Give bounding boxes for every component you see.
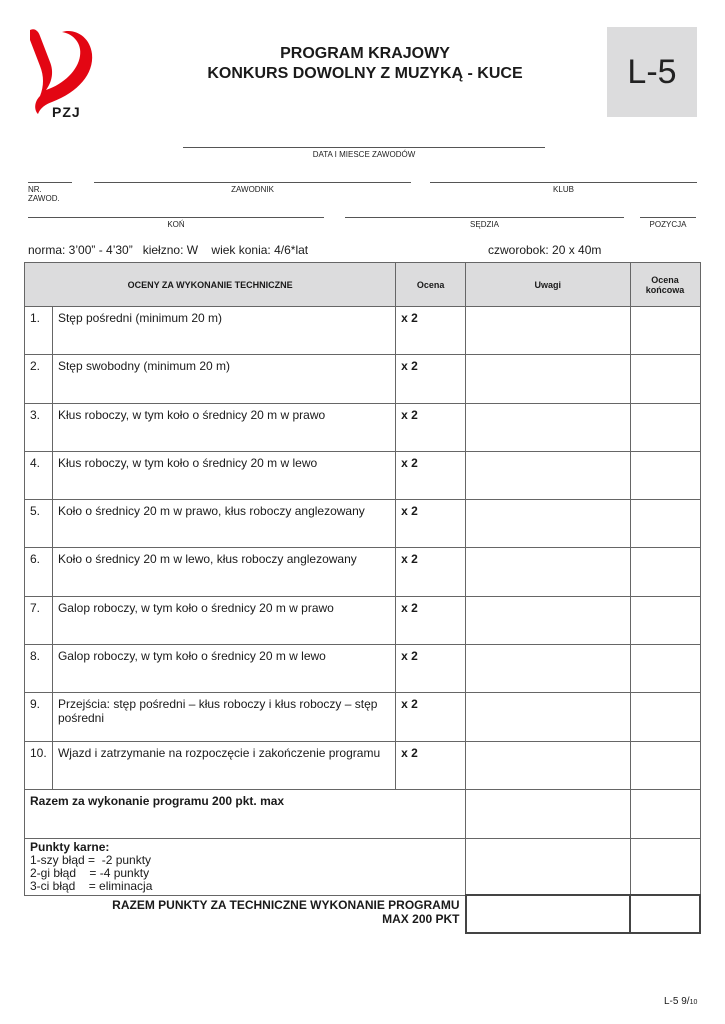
row-coefficient: x 2 bbox=[396, 451, 466, 499]
total-row bbox=[25, 895, 701, 933]
penalty-line-2: 2-gi błąd = -4 punkty bbox=[30, 865, 150, 880]
row-number: 10. bbox=[25, 741, 53, 789]
total-notes-cell[interactable] bbox=[466, 895, 631, 933]
row-number: 3. bbox=[25, 403, 53, 451]
row-coefficient: x 2 bbox=[396, 548, 466, 596]
page-number-main: L-5 9/ bbox=[664, 996, 690, 1007]
row-number: 1. bbox=[25, 307, 53, 355]
row-final-score-cell[interactable] bbox=[630, 355, 700, 403]
row-number: 6. bbox=[25, 548, 53, 596]
page-title bbox=[150, 44, 580, 84]
row-number: 9. bbox=[25, 693, 53, 741]
total-score-cell[interactable] bbox=[630, 895, 700, 933]
field-nr-zawod[interactable]: NR. ZAWOD. bbox=[28, 182, 72, 203]
row-notes-cell[interactable] bbox=[466, 451, 631, 499]
row-coefficient: x 2 bbox=[396, 500, 466, 548]
field-kon[interactable]: KOŃ bbox=[28, 217, 324, 229]
row-notes-cell[interactable] bbox=[466, 548, 631, 596]
header-ocena-koncowa-line2: końcowa bbox=[645, 284, 685, 295]
row-description: Kłus roboczy, w tym koło o średnicy 20 m w prawo bbox=[52, 403, 395, 451]
row-notes-cell[interactable] bbox=[466, 500, 631, 548]
table-row bbox=[25, 596, 701, 644]
norma-info: norma: 3’00” - 4’30” kiełzno: W wiek konia: 4/6*lat bbox=[28, 243, 309, 257]
header-ocena: Ocena bbox=[396, 263, 466, 307]
row-notes-cell[interactable] bbox=[466, 596, 631, 644]
penalty-title: Punkty karne: bbox=[30, 839, 110, 854]
header-uwagi: Uwagi bbox=[466, 263, 631, 307]
logo-text: PZJ bbox=[52, 104, 81, 120]
score-table bbox=[24, 262, 701, 934]
row-description: Stęp pośredni (minimum 20 m) bbox=[52, 307, 395, 355]
czworobok-info: czworobok: 20 x 40m bbox=[488, 243, 602, 257]
row-coefficient: x 2 bbox=[396, 693, 466, 741]
row-coefficient: x 2 bbox=[396, 355, 466, 403]
row-number: 5. bbox=[25, 500, 53, 548]
sum-score-cell[interactable] bbox=[630, 789, 700, 838]
field-pozycja[interactable]: POZYCJA bbox=[640, 217, 696, 229]
row-final-score-cell[interactable] bbox=[630, 307, 700, 355]
table-row bbox=[25, 693, 701, 741]
page-number bbox=[664, 996, 697, 1007]
field-sedzia[interactable]: SĘDZIA bbox=[345, 217, 624, 229]
total-label-line-2: MAX 200 PKT bbox=[382, 911, 460, 926]
row-description: Przejścia: stęp pośredni – kłus roboczy i kłus roboczy – stęp pośredni bbox=[52, 693, 395, 741]
row-final-score-cell[interactable] bbox=[630, 645, 700, 693]
row-coefficient: x 2 bbox=[396, 645, 466, 693]
row-description: Galop roboczy, w tym koło o średnicy 20 m w lewo bbox=[52, 645, 395, 693]
row-description: Stęp swobodny (minimum 20 m) bbox=[52, 355, 395, 403]
row-notes-cell[interactable] bbox=[466, 355, 631, 403]
row-final-score-cell[interactable] bbox=[630, 548, 700, 596]
header-ocena-koncowa bbox=[630, 263, 700, 307]
sum-row bbox=[25, 789, 701, 838]
row-coefficient: x 2 bbox=[396, 741, 466, 789]
total-label bbox=[25, 895, 466, 933]
title-line-2: KONKURS DOWOLNY Z MUZYKĄ - KUCE bbox=[207, 65, 523, 82]
page-number-total: 10 bbox=[689, 999, 698, 1006]
row-notes-cell[interactable] bbox=[466, 693, 631, 741]
row-coefficient: x 2 bbox=[396, 307, 466, 355]
field-zawodnik[interactable]: ZAWODNIK bbox=[94, 182, 411, 194]
row-description: Koło o średnicy 20 m w prawo, kłus roboczy anglezowany bbox=[52, 500, 395, 548]
sum-label: Razem za wykonanie programu 200 pkt. max bbox=[25, 789, 466, 838]
row-number: 4. bbox=[25, 451, 53, 499]
title-line-1: PROGRAM KRAJOWY bbox=[280, 45, 450, 62]
penalty-line-3: 3-ci błąd = eliminacja bbox=[30, 878, 153, 893]
table-row bbox=[25, 403, 701, 451]
table-row bbox=[25, 645, 701, 693]
penalty-row bbox=[25, 838, 701, 895]
row-description: Galop roboczy, w tym koło o średnicy 20 m w prawo bbox=[52, 596, 395, 644]
row-final-score-cell[interactable] bbox=[630, 741, 700, 789]
penalty-line-1: 1-szy błąd = -2 punkty bbox=[30, 852, 152, 867]
row-notes-cell[interactable] bbox=[466, 645, 631, 693]
penalty-notes-cell[interactable] bbox=[466, 838, 631, 895]
header-ocena-koncowa-line1: Ocena bbox=[651, 274, 679, 285]
row-coefficient: x 2 bbox=[396, 403, 466, 451]
field-data-miejsce[interactable]: DATA I MIESCE ZAWODÓW bbox=[183, 147, 545, 159]
total-label-line-1: RAZEM PUNKTY ZA TECHNICZNE WYKONANIE PROGRAMU bbox=[112, 897, 460, 912]
row-description: Kłus roboczy, w tym koło o średnicy 20 m w lewo bbox=[52, 451, 395, 499]
row-description: Wjazd i zatrzymanie na rozpoczęcie i zakończenie programu bbox=[52, 741, 395, 789]
row-final-score-cell[interactable] bbox=[630, 451, 700, 499]
row-notes-cell[interactable] bbox=[466, 741, 631, 789]
row-final-score-cell[interactable] bbox=[630, 693, 700, 741]
row-number: 8. bbox=[25, 645, 53, 693]
table-row bbox=[25, 741, 701, 789]
table-row bbox=[25, 355, 701, 403]
row-final-score-cell[interactable] bbox=[630, 596, 700, 644]
table-row bbox=[25, 548, 701, 596]
row-notes-cell[interactable] bbox=[466, 403, 631, 451]
field-klub[interactable]: KLUB bbox=[430, 182, 697, 194]
header-oceny: OCENY ZA WYKONANIE TECHNICZNE bbox=[25, 263, 396, 307]
table-row bbox=[25, 451, 701, 499]
row-number: 7. bbox=[25, 596, 53, 644]
penalty-info bbox=[25, 838, 466, 895]
row-number: 2. bbox=[25, 355, 53, 403]
penalty-score-cell[interactable] bbox=[630, 838, 700, 895]
sum-notes-cell[interactable] bbox=[466, 789, 631, 838]
row-coefficient: x 2 bbox=[396, 596, 466, 644]
table-row bbox=[25, 500, 701, 548]
table-row bbox=[25, 307, 701, 355]
table-header-row bbox=[25, 263, 701, 307]
row-notes-cell[interactable] bbox=[466, 307, 631, 355]
row-final-score-cell[interactable] bbox=[630, 500, 700, 548]
row-description: Koło o średnicy 20 m w lewo, kłus roboczy anglezowany bbox=[52, 548, 395, 596]
row-final-score-cell[interactable] bbox=[630, 403, 700, 451]
program-code-badge: L-5 bbox=[607, 27, 697, 117]
